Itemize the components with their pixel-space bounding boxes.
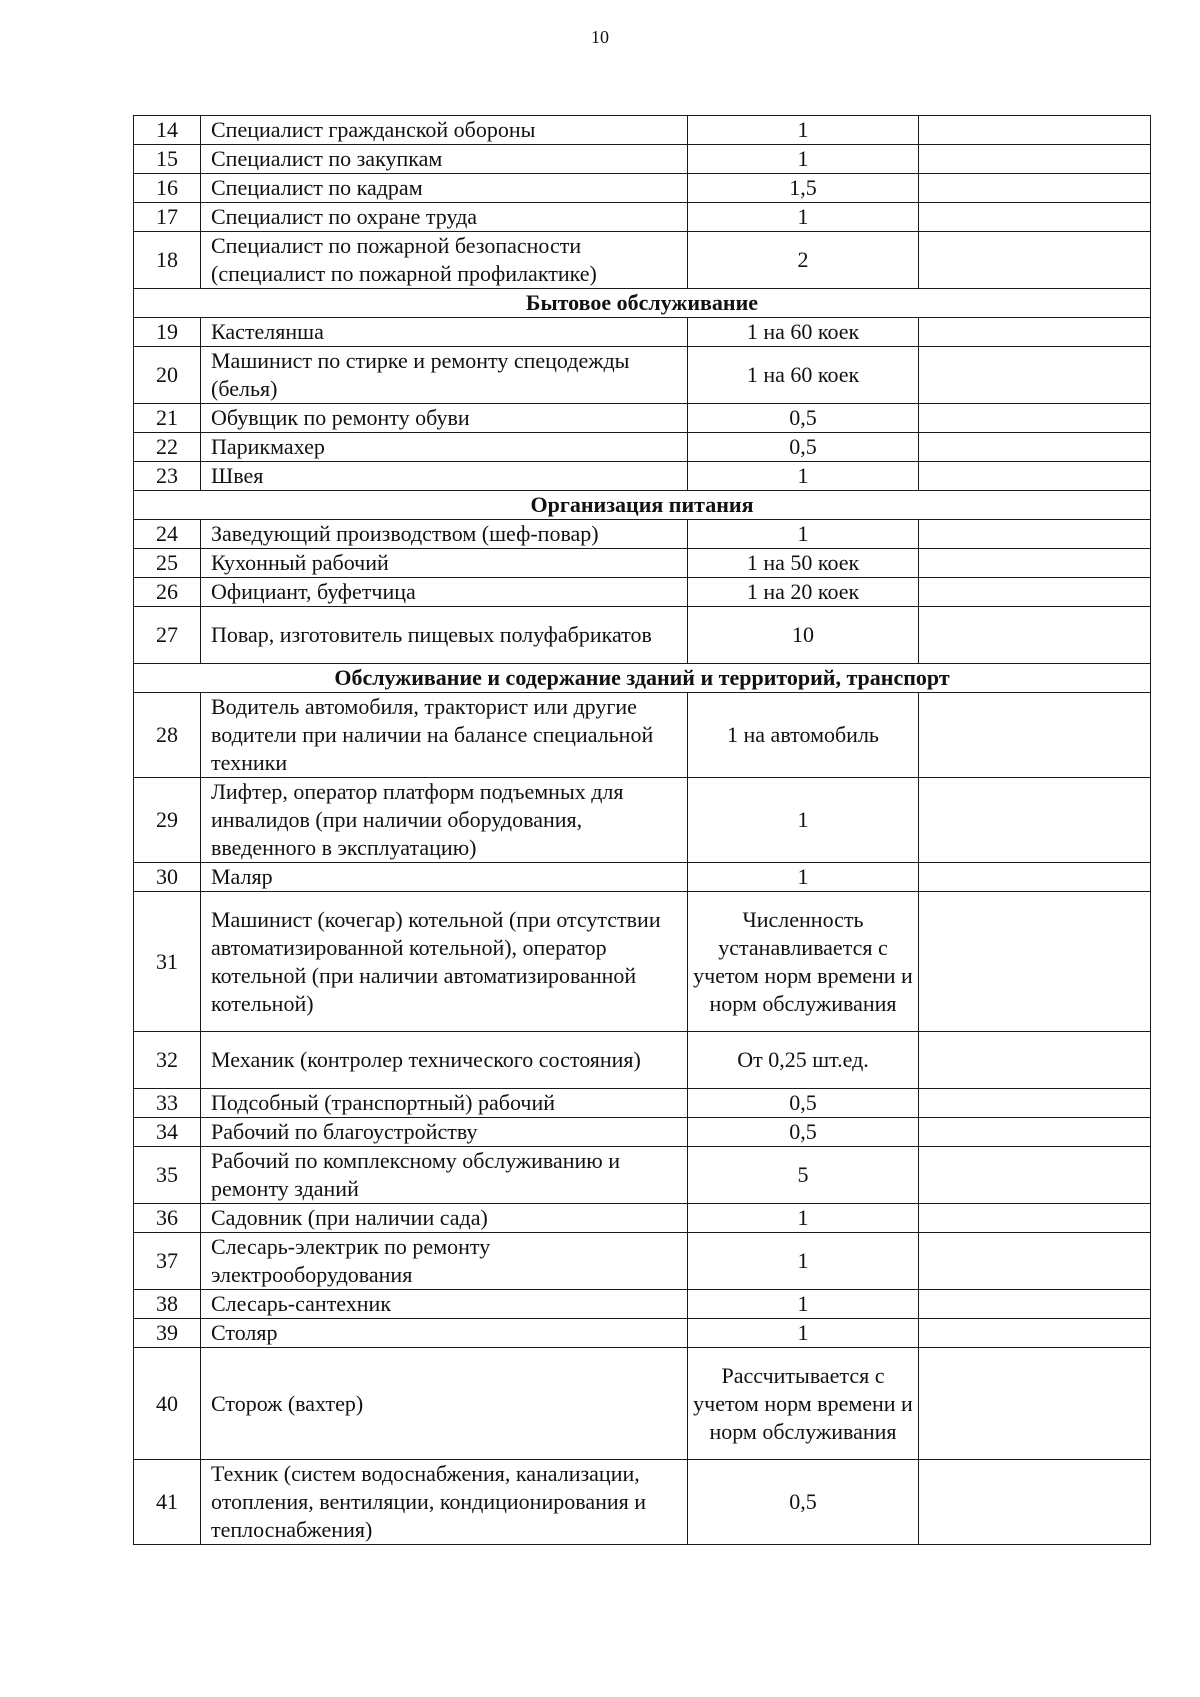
position-name: Машинист по стирке и ремонту спецодежды (белья) <box>201 347 688 404</box>
staff-quantity: 1 <box>688 116 919 145</box>
staff-quantity: 1 <box>688 203 919 232</box>
table-row <box>134 145 1151 174</box>
position-name: Техник (систем водоснабжения, канализации, отопления, вентиляции, кондиционирования и теплоснабжения) <box>201 1460 688 1545</box>
table-row <box>134 174 1151 203</box>
empty-cell <box>919 1460 1151 1545</box>
position-name: Садовник (при наличии сада) <box>201 1204 688 1233</box>
empty-cell <box>919 863 1151 892</box>
staff-quantity: 1 на 60 коек <box>688 318 919 347</box>
position-name: Специалист по пожарной безопасности (специалист по пожарной профилактике) <box>201 232 688 289</box>
row-number: 20 <box>134 347 201 404</box>
empty-cell <box>919 549 1151 578</box>
page-number: 10 <box>591 27 609 47</box>
row-number: 38 <box>134 1290 201 1319</box>
empty-cell <box>919 116 1151 145</box>
section-title: Обслуживание и содержание зданий и территорий, транспорт <box>134 664 1151 693</box>
row-number: 40 <box>134 1348 201 1460</box>
table-row <box>134 318 1151 347</box>
empty-cell <box>919 1290 1151 1319</box>
staff-table-body <box>134 116 1151 1545</box>
empty-cell <box>919 232 1151 289</box>
empty-cell <box>919 347 1151 404</box>
row-number: 28 <box>134 693 201 778</box>
position-name: Рабочий по комплексному обслуживанию и ремонту зданий <box>201 1147 688 1204</box>
row-number: 39 <box>134 1319 201 1348</box>
section-header-row <box>134 491 1151 520</box>
staff-quantity: 0,5 <box>688 1089 919 1118</box>
table-row <box>134 433 1151 462</box>
row-number: 32 <box>134 1032 201 1089</box>
row-number: 36 <box>134 1204 201 1233</box>
row-number: 26 <box>134 578 201 607</box>
position-name: Специалист по закупкам <box>201 145 688 174</box>
staff-quantity: 0,5 <box>688 404 919 433</box>
position-name: Швея <box>201 462 688 491</box>
table-row <box>134 404 1151 433</box>
table-row <box>134 347 1151 404</box>
row-number: 22 <box>134 433 201 462</box>
empty-cell <box>919 1348 1151 1460</box>
staff-quantity: 1 <box>688 145 919 174</box>
staff-quantity: 10 <box>688 607 919 664</box>
staff-quantity: Рассчитывается с учетом норм времени и норм обслуживания <box>688 1348 919 1460</box>
table-row <box>134 892 1151 1032</box>
row-number: 19 <box>134 318 201 347</box>
empty-cell <box>919 693 1151 778</box>
staff-quantity: 0,5 <box>688 1460 919 1545</box>
position-name: Лифтер, оператор платформ подъемных для инвалидов (при наличии оборудования, введенного в эксплуатацию) <box>201 778 688 863</box>
table-row <box>134 1460 1151 1545</box>
row-number: 21 <box>134 404 201 433</box>
position-name: Кастелянша <box>201 318 688 347</box>
empty-cell <box>919 145 1151 174</box>
position-name: Подсобный (транспортный) рабочий <box>201 1089 688 1118</box>
position-name: Парикмахер <box>201 433 688 462</box>
position-name: Специалист гражданской обороны <box>201 116 688 145</box>
table-row <box>134 520 1151 549</box>
staff-table <box>133 115 1151 1545</box>
table-row <box>134 693 1151 778</box>
table-row <box>134 1290 1151 1319</box>
table-row <box>134 1204 1151 1233</box>
empty-cell <box>919 174 1151 203</box>
row-number: 23 <box>134 462 201 491</box>
staff-quantity: 2 <box>688 232 919 289</box>
row-number: 27 <box>134 607 201 664</box>
staff-quantity: 1 на 50 коек <box>688 549 919 578</box>
staff-quantity: 1 на 60 коек <box>688 347 919 404</box>
position-name: Специалист по кадрам <box>201 174 688 203</box>
empty-cell <box>919 1319 1151 1348</box>
empty-cell <box>919 318 1151 347</box>
table-row <box>134 1089 1151 1118</box>
row-number: 35 <box>134 1147 201 1204</box>
empty-cell <box>919 462 1151 491</box>
table-row <box>134 232 1151 289</box>
row-number: 33 <box>134 1089 201 1118</box>
empty-cell <box>919 1147 1151 1204</box>
row-number: 17 <box>134 203 201 232</box>
row-number: 14 <box>134 116 201 145</box>
empty-cell <box>919 1032 1151 1089</box>
position-name: Сторож (вахтер) <box>201 1348 688 1460</box>
staff-quantity: 1 <box>688 778 919 863</box>
empty-cell <box>919 1233 1151 1290</box>
staff-quantity: 5 <box>688 1147 919 1204</box>
section-title: Организация питания <box>134 491 1151 520</box>
position-name: Повар, изготовитель пищевых полуфабрикатов <box>201 607 688 664</box>
staff-quantity: 1 на 20 коек <box>688 578 919 607</box>
row-number: 16 <box>134 174 201 203</box>
row-number: 15 <box>134 145 201 174</box>
row-number: 34 <box>134 1118 201 1147</box>
row-number: 25 <box>134 549 201 578</box>
position-name: Механик (контролер технического состояния) <box>201 1032 688 1089</box>
table-row <box>134 1319 1151 1348</box>
position-name: Специалист по охране труда <box>201 203 688 232</box>
staff-quantity: От 0,25 шт.ед. <box>688 1032 919 1089</box>
staff-quantity: 1 <box>688 1204 919 1233</box>
table-row <box>134 1147 1151 1204</box>
row-number: 24 <box>134 520 201 549</box>
position-name: Заведующий производством (шеф-повар) <box>201 520 688 549</box>
position-name: Маляр <box>201 863 688 892</box>
row-number: 30 <box>134 863 201 892</box>
staff-quantity: 1 на автомобиль <box>688 693 919 778</box>
table-row <box>134 116 1151 145</box>
table-row <box>134 607 1151 664</box>
position-name: Обувщик по ремонту обуви <box>201 404 688 433</box>
table-row <box>134 1032 1151 1089</box>
table-row <box>134 578 1151 607</box>
row-number: 29 <box>134 778 201 863</box>
staff-quantity: 1 <box>688 520 919 549</box>
row-number: 41 <box>134 1460 201 1545</box>
position-name: Слесарь-электрик по ремонту электрооборудования <box>201 1233 688 1290</box>
table-row <box>134 462 1151 491</box>
position-name: Официант, буфетчица <box>201 578 688 607</box>
table-row <box>134 1118 1151 1147</box>
row-number: 18 <box>134 232 201 289</box>
staff-quantity: 1 <box>688 462 919 491</box>
staff-quantity: 1,5 <box>688 174 919 203</box>
empty-cell <box>919 778 1151 863</box>
position-name: Столяр <box>201 1319 688 1348</box>
staff-quantity: Численность устанавливается с учетом норм времени и норм обслуживания <box>688 892 919 1032</box>
empty-cell <box>919 404 1151 433</box>
empty-cell <box>919 1204 1151 1233</box>
staff-quantity: 0,5 <box>688 433 919 462</box>
staff-quantity: 1 <box>688 863 919 892</box>
staff-quantity: 1 <box>688 1319 919 1348</box>
table-row <box>134 778 1151 863</box>
position-name: Машинист (кочегар) котельной (при отсутствии автоматизированной котельной), оператор котельной (при наличии автоматизированной котельной) <box>201 892 688 1032</box>
table-row <box>134 549 1151 578</box>
empty-cell <box>919 1089 1151 1118</box>
position-name: Рабочий по благоустройству <box>201 1118 688 1147</box>
empty-cell <box>919 607 1151 664</box>
staff-quantity: 1 <box>688 1233 919 1290</box>
row-number: 31 <box>134 892 201 1032</box>
table-row <box>134 1233 1151 1290</box>
staff-quantity: 0,5 <box>688 1118 919 1147</box>
section-title: Бытовое обслуживание <box>134 289 1151 318</box>
empty-cell <box>919 520 1151 549</box>
position-name: Кухонный рабочий <box>201 549 688 578</box>
empty-cell <box>919 892 1151 1032</box>
empty-cell <box>919 203 1151 232</box>
table-row <box>134 863 1151 892</box>
position-name: Слесарь-сантехник <box>201 1290 688 1319</box>
empty-cell <box>919 578 1151 607</box>
staff-quantity: 1 <box>688 1290 919 1319</box>
table-row <box>134 203 1151 232</box>
empty-cell <box>919 1118 1151 1147</box>
section-header-row <box>134 664 1151 693</box>
row-number: 37 <box>134 1233 201 1290</box>
position-name: Водитель автомобиля, тракторист или другие водители при наличии на балансе специальной техники <box>201 693 688 778</box>
table-row <box>134 1348 1151 1460</box>
section-header-row <box>134 289 1151 318</box>
empty-cell <box>919 433 1151 462</box>
